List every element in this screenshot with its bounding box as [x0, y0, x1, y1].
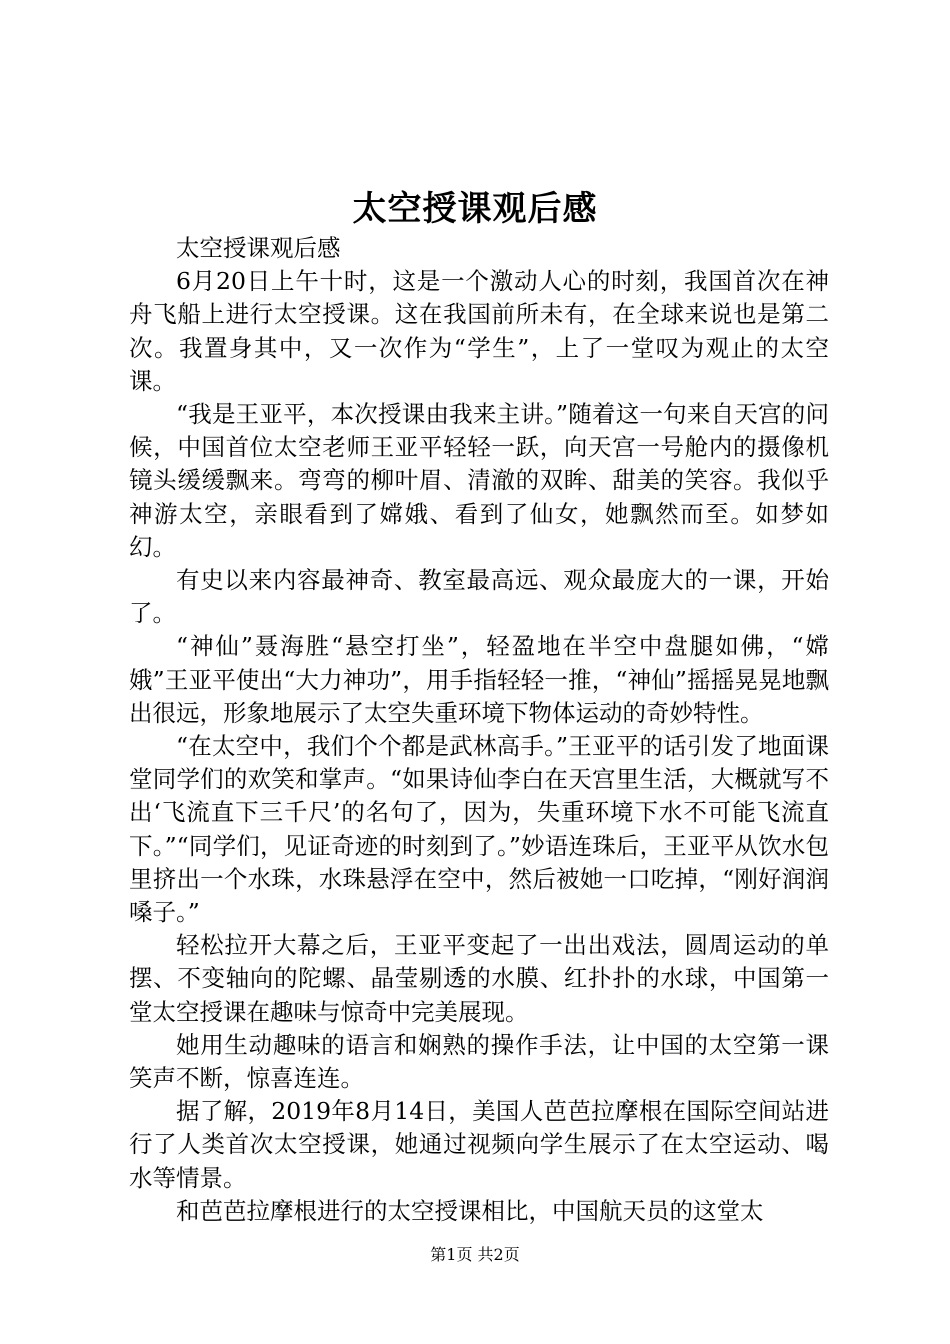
paragraph: “在太空中，我们个个都是武林高手。”王亚平的话引发了地面课堂同学们的欢笑和掌声。“如果诗仙李白在天宫里生活，大概就写不出‘飞流直下三千尺’的名句了，因为，失重环境下水不可能飞流直下。”“同学们，见证奇迹的时刻到了。”妙语连珠后，王亚平从饮水包里挤出一个水珠，水珠悬浮在空中，然后被她一口吃掉，“刚好润润嗓子。”: [129, 732, 829, 927]
paragraph: “我是王亚平，本次授课由我来主讲。”随着这一句来自天宫的问候，中国首位太空老师王亚平轻轻一跃，向天宫一号舱内的摄像机镜头缓缓飘来。弯弯的柳叶眉、清澈的双眸、甜美的笑容。我似乎神游太空，亲眼看到了嫦娥、看到了仙女，她飘然而至。如梦如幻。: [129, 400, 829, 561]
paragraph: 有史以来内容最神奇、教室最高远、观众最庞大的一课，开始了。: [129, 566, 829, 628]
document-body: [129, 232, 829, 1228]
paragraph: 轻松拉开大幕之后，王亚平变起了一出出戏法，圆周运动的单摆、不变轴向的陀螺、晶莹剔透的水膜、红扑扑的水球，中国第一堂太空授课在趣味与惊奇中完美展现。: [129, 931, 829, 1026]
paragraph: 和芭芭拉摩根进行的太空授课相比，中国航天员的这堂太: [176, 1196, 764, 1225]
paragraph: 6月20日上午十时，这是一个激动人心的时刻，我国首次在神舟飞船上进行太空授课。这在我国前所未有，在全球来说也是第二次。我置身其中，又一次作为“学生”，上了一堂叹为观止的太空课。: [129, 267, 829, 395]
page-footer: 第1页 共2页: [430, 1245, 520, 1264]
paragraph: 她用生动趣味的语言和娴熟的操作手法，让中国的太空第一课笑声不断，惊喜连连。: [129, 1030, 829, 1093]
paragraph: 据了解，2019年8月14日，美国人芭芭拉摩根在国际空间站进行了人类首次太空授课，她通过视频向学生展示了在太空运动、喝水等情景。: [129, 1097, 829, 1192]
document-title: 太空授课观后感: [352, 189, 598, 229]
paragraph: 太空授课观后感: [176, 234, 341, 262]
paragraph: “神仙”聂海胜“悬空打坐”，轻盈地在半空中盘腿如佛，“嫦娥”王亚平使出“大力神功”，用手指轻轻一推，“神仙”摇摇晃晃地飘出很远，形象地展示了太空失重环境下物体运动的奇妙特性。: [129, 632, 829, 727]
